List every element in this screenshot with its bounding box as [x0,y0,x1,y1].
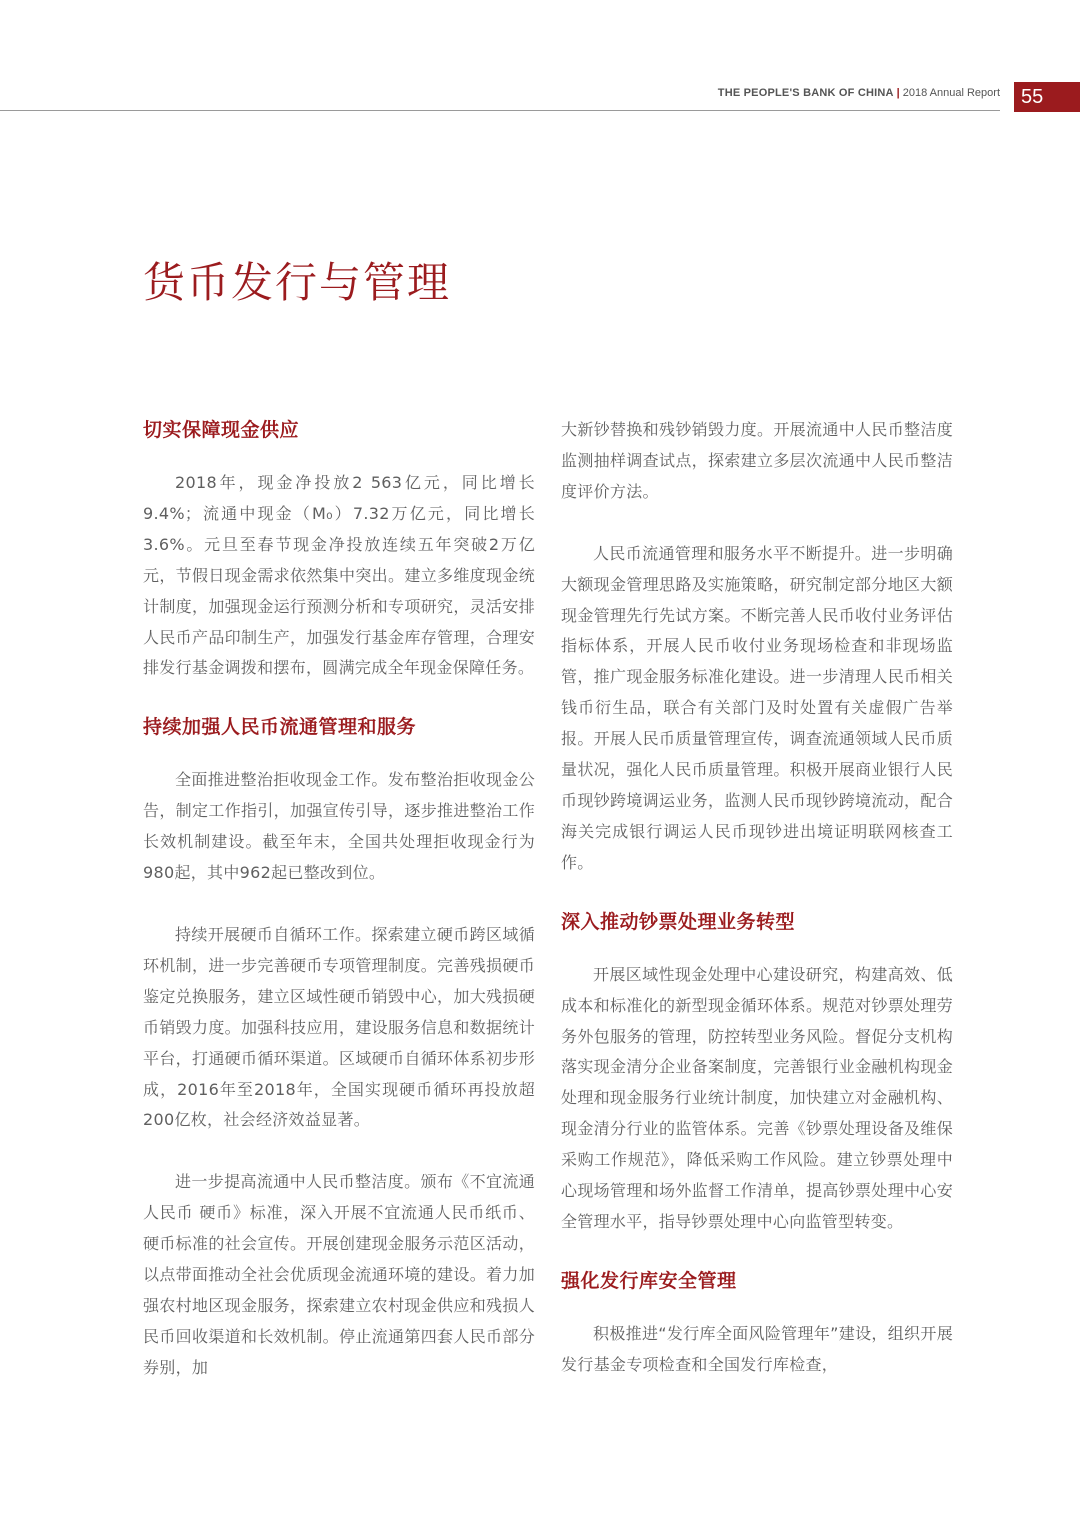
paragraph-continued: 大新钞替换和残钞销毁力度。开展流通中人民币整洁度监测抽样调查试点，探索建立多层次流通中人民币整洁度评价方法。 [561,420,953,501]
paragraph: 2018年，现金净投放2 563亿元，同比增长9.4%；流通中现金（M₀）7.32万亿元，同比增长3.6%。元旦至春节现金净投放连续五年突破2万亿元，节假日现金需求依然集中突出。建立多维度现金统计制度，加强现金运行预测分析和专项研究，灵活安排人民币产品印制生产，加强发行基金库存管理，合理安排发行基金调拨和摆布，圆满完成全年现金保障任务。 [143,473,535,678]
header-separator: | [896,87,900,99]
paragraph: 开展区域性现金处理中心建设研究，构建高效、低成本和标准化的新型现金循环体系。规范对钞票处理劳务外包服务的管理，防控转型业务风险。督促分支机构落实现金清分企业备案制度，完善银行业金融机构现金处理和现金服务行业统计制度，加快建立对金融机构、现金清分行业的监管体系。完善《钞票处理设备及维保采购工作规范》，降低采购工作风险。建立钞票处理中心现场管理和场外监督工作清单，提高钞票处理中心安全管理水平，指导钞票处理中心向监管型转变。 [561,964,953,1231]
running-header [718,87,1000,99]
section-heading-banknote-processing: 深入推动钞票处理业务转型 [561,910,796,933]
section-heading-rmb-circulation: 持续加强人民币流通管理和服务 [143,716,417,739]
paragraph: 人民币流通管理和服务水平不断提升。进一步明确大额现金管理思路及实施策略，研究制定部分地区大额现金管理先行先试方案。不断完善人民币收付业务评估指标体系，开展人民币收付业务现场检查和非现场监管，推广现金服务标准化建设。进一步清理人民币相关钱币衍生品，联合有关部门及时处置有关虚假广告举报。开展人民币质量管理宣传，调查流通领域人民币质量状况，强化人民币质量管理。积极开展商业银行人民币现钞跨境调运业务，监测人民币现钞跨境流动，配合海关完成银行调运人民币现钞进出境证明联网核查工作。 [561,543,953,872]
paragraph: 全面推进整治拒收现金工作。发布整治拒收现金公告，制定工作指引，加强宣传引导，逐步推进整治工作长效机制建设。截至年末，全国共处理拒收现金行为980起，其中962起已整改到位。 [143,770,535,883]
page-number: 55 [1014,82,1080,112]
section-heading-vault-security: 强化发行库安全管理 [561,1269,737,1292]
paragraph: 持续开展硬币自循环工作。探索建立硬币跨区域循环机制，进一步完善硬币专项管理制度。完善残损硬币鉴定兑换服务，建立区域性硬币销毁中心，加大残损硬币销毁力度。加强科技应用，建设服务信息和数据统计平台，打通硬币循环渠道。区域硬币自循环体系初步形成，2016年至2018年，全国实现硬币循环再投放超200亿枚，社会经济效益显著。 [143,924,535,1130]
right-column [561,415,953,1381]
section-heading-cash-supply: 切实保障现金供应 [143,419,300,441]
paragraph: 积极推进“发行库全面风险管理年”建设，组织开展发行基金专项检查和全国发行库检查， [561,1323,953,1374]
header-org: THE PEOPLE'S BANK OF CHINA [717,87,894,99]
header-report: 2018 Annual Report [902,87,1000,99]
left-column [143,415,535,1384]
paragraph: 进一步提高流通中人民币整洁度。颁布《不宜流通人民币 硬币》标准，深入开展不宜流通人民币纸币、硬币标准的社会宣传。开展创建现金服务示范区活动，以点带面推动全社会优质现金流通环境的建设。着力加强农村地区现金服务，探索建立农村现金供应和残损人民币回收渠道和长效机制。停止流通第四套人民币部分券别，加 [143,1172,535,1377]
page-title: 货币发行与管理 [143,258,452,307]
header-rule [0,110,1000,111]
